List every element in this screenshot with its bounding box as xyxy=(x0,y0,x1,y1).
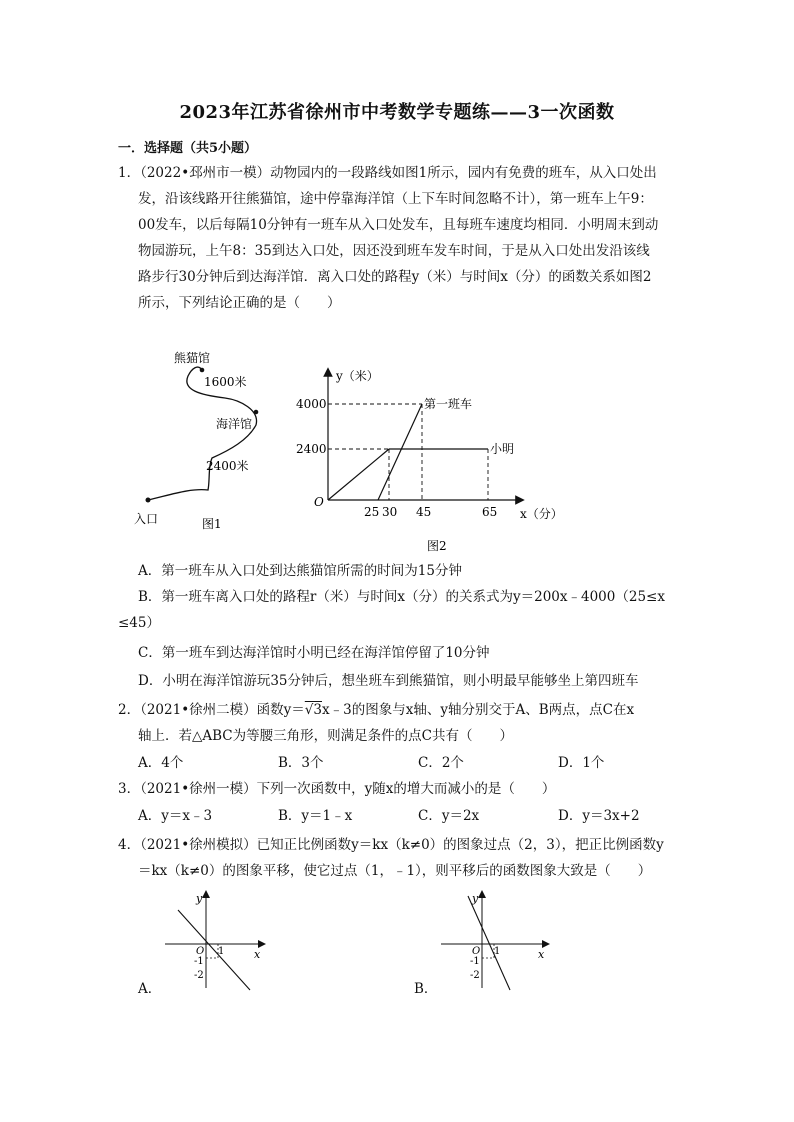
question-1 xyxy=(118,160,678,316)
figure-1-caption: 图1 xyxy=(202,517,222,531)
q2-option-b[interactable]: B．3个 xyxy=(278,755,324,771)
x-tick-30: 30 xyxy=(382,505,398,519)
q4a-origin: O xyxy=(196,946,205,957)
q3-line-1: 3．（2021•徐州一模）下列一次函数中，y随x的增大而减小的是（ ） xyxy=(118,781,556,797)
q1-option-a[interactable]: A．第一班车从入口处到达熊猫馆所需的时间为15分钟 xyxy=(138,563,462,579)
q2-text-a: 2．（2021•徐州二模）函数y＝ xyxy=(118,702,305,718)
x-tick-45: 45 xyxy=(416,505,432,519)
x-axis-label: x（分） xyxy=(520,507,563,521)
q1-line: 发，沿该线路开往熊猫馆，途中停靠海洋馆（上下车时间忽略不计），第一班车上午9： xyxy=(138,191,653,207)
section-heading: 一．选择题（共5小题） xyxy=(118,141,258,156)
q1-option-b[interactable]: B．第一班车离入口处的路程r（米）与时间x（分）的关系式为y＝200x﹣4000（25≤x xyxy=(138,589,665,605)
figure-1-route-map xyxy=(130,340,280,540)
xiaoming-label: 小明 xyxy=(490,442,515,456)
q1-option-c[interactable]: C．第一班车到达海洋馆时小明已经在海洋馆停留了10分钟 xyxy=(138,645,490,661)
ocean-label: 海洋馆 xyxy=(216,417,253,431)
q1-line: 所示，下列结论正确的是（ ） xyxy=(138,295,341,311)
q1-option-b-cont: ≤45） xyxy=(118,615,160,631)
q2-option-c[interactable]: C．2个 xyxy=(418,755,464,771)
x-tick-65: 65 xyxy=(482,505,498,519)
q3-option-d[interactable]: D．y＝3x+2 xyxy=(558,808,640,824)
q4a-function-line xyxy=(178,910,250,990)
q4b-x-label: x xyxy=(538,948,545,961)
entrance-label: 入口 xyxy=(134,512,159,526)
q4-graph-b xyxy=(436,888,556,993)
q1-line: 物园游玩，上午8：35到达入口处，因还没到班车发车时间，于是从入口处出发沿该线 xyxy=(138,243,650,259)
q4a-tick-1: 1 xyxy=(218,946,225,957)
q4b-y-label: y xyxy=(472,892,479,905)
origin-label: O xyxy=(314,495,324,509)
q4a-tick-m1: -1 xyxy=(194,956,204,967)
q4-line-2: ＝kx（k≠0）的图象平移，使它过点（1，﹣1），则平移后的函数图象大致是（ ） xyxy=(138,863,652,879)
q4a-x-label: x xyxy=(254,948,261,961)
q2-option-a[interactable]: A．4个 xyxy=(138,755,184,771)
q2-option-d[interactable]: D．1个 xyxy=(558,755,605,771)
q3-option-b[interactable]: B．y＝1﹣x xyxy=(278,808,353,824)
q2-options xyxy=(138,750,698,776)
q4-option-b[interactable]: B． xyxy=(414,981,438,997)
ocean-dot xyxy=(254,410,259,415)
q4a-tick-m2: -2 xyxy=(194,970,204,981)
distance-1600: 1600米 xyxy=(204,375,247,389)
page-title: 2023年江苏省徐州市中考数学专题练——3一次函数 xyxy=(179,102,615,123)
q2-text-b: x﹣3的图象与x轴、y轴分别交于A、B两点，点C在x xyxy=(322,702,635,718)
q4-option-a[interactable]: A． xyxy=(138,981,162,997)
q2-line-2: 轴上．若△ABC为等腰三角形，则满足条件的点C共有（ ） xyxy=(138,728,513,744)
panda-label: 熊猫馆 xyxy=(174,351,211,365)
x-tick-25: 25 xyxy=(364,505,380,519)
q4b-tick-m1: -1 xyxy=(470,956,480,967)
q2-line-1 xyxy=(118,697,634,723)
q1-line: 00发车，以后每隔10分钟有一班车从入口处发车，且每班车速度均相同．小明周末到动 xyxy=(138,217,659,233)
xiaoming-walk-line xyxy=(328,449,389,500)
first-bus-label: 第一班车 xyxy=(424,397,473,411)
q3-option-c[interactable]: C．y＝2x xyxy=(418,808,480,824)
q4b-origin: O xyxy=(472,946,481,957)
entrance-dot xyxy=(146,498,151,503)
figure-2-graph xyxy=(296,360,570,560)
q4b-tick-m2: -2 xyxy=(470,970,480,981)
q3-option-a[interactable]: A．y＝x﹣3 xyxy=(138,808,213,824)
y-tick-2400: 2400 xyxy=(296,442,327,456)
figure-2-caption: 图2 xyxy=(427,539,447,553)
q4-graph-a xyxy=(160,888,270,993)
q1-line: 1．（2022•邳州市一模）动物园内的一段路线如图1所示，园内有免费的班车，从入口处出 xyxy=(118,165,657,181)
q4-line-1: 4．（2021•徐州模拟）已知正比例函数y＝kx（k≠0）的图象过点（2，3），把正比例函数y xyxy=(118,837,664,853)
distance-2400: 2400米 xyxy=(206,459,249,473)
y-tick-4000: 4000 xyxy=(296,397,327,411)
y-axis-label: y（米） xyxy=(336,369,379,383)
q1-option-d[interactable]: D．小明在海洋馆游玩35分钟后，想坐班车到熊猫馆，则小明最早能够坐上第四班车 xyxy=(138,673,639,689)
q1-line: 路步行30分钟后到达海洋馆．离入口处的路程y（米）与时间x（分）的函数关系如图2 xyxy=(138,269,652,285)
q4b-tick-1: 1 xyxy=(494,946,501,957)
panda-dot xyxy=(200,368,205,373)
q3-options xyxy=(138,803,698,829)
sqrt-3: √3 xyxy=(304,702,322,718)
q4a-y-label: y xyxy=(196,892,203,905)
